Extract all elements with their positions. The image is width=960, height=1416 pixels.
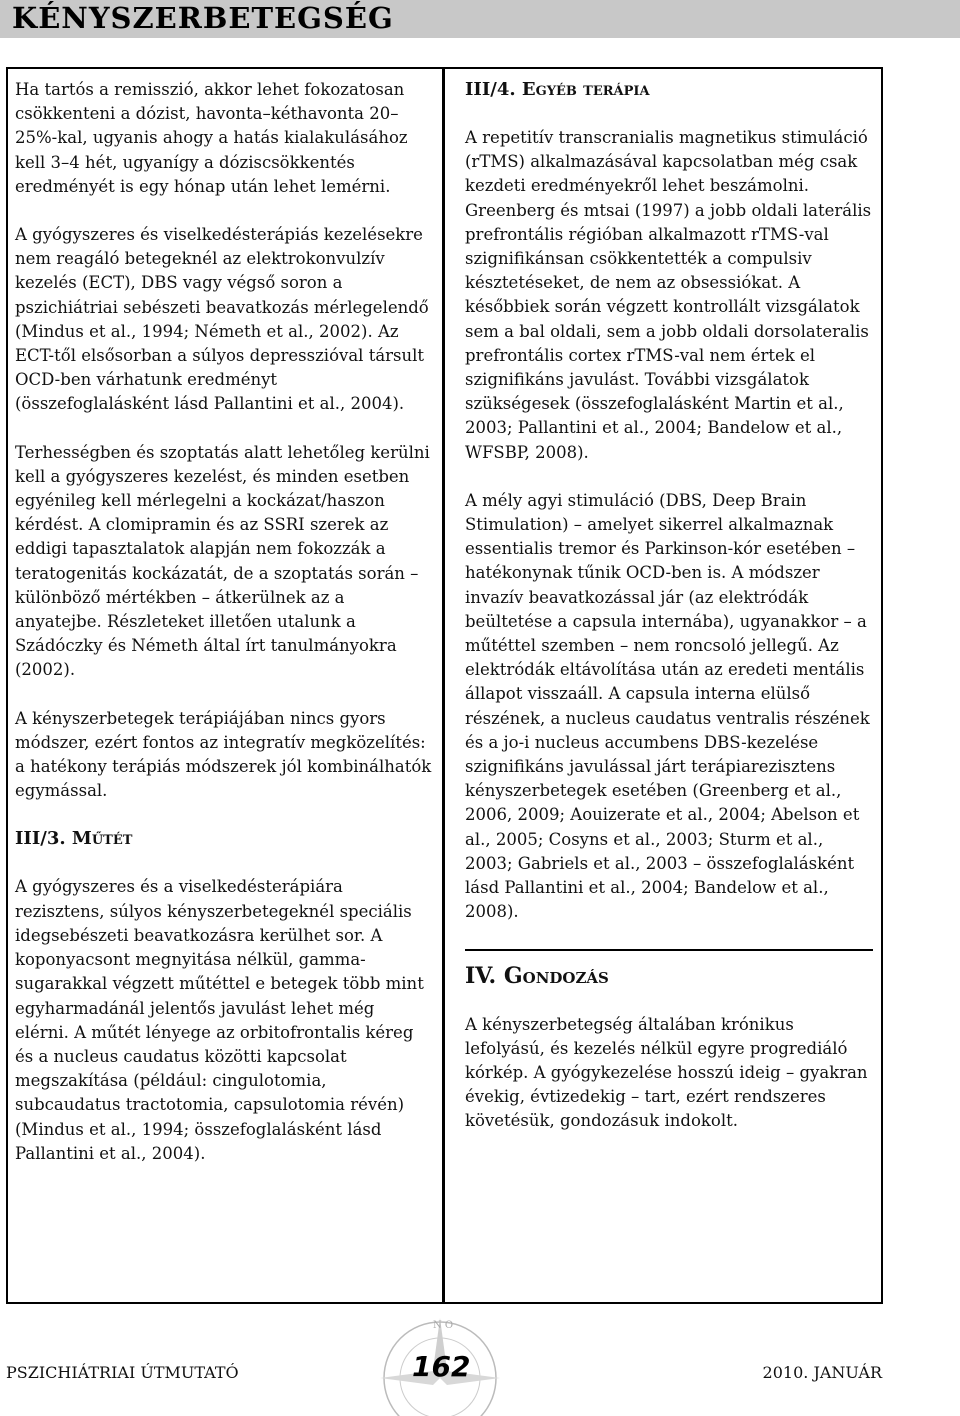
paragraph: Ha tartós a remisszió, akkor lehet fokozatosan csökkenteni a dózist, havonta–kéthavonta 20–25%-kal, ugyanis ahogy a hatás kialakulásához kell 3–4 hét, ugyanígy a dóziscsökkentés eredményét is egy hónap után lehet lemérni. [15, 80, 408, 196]
footer-publication: PSZICHIÁTRIAI ÚTMUTATÓ [6, 1363, 239, 1382]
horizontal-rule [465, 949, 873, 951]
section-heading-care: IV. Gondozás [465, 962, 609, 989]
paragraph: A gyógyszeres és viselkedésterápiás kezelésekre nem reagáló betegeknél az elektrokonvulzív kezelés (ECT), DBS vagy végső soron a pszichiátriai sebészeti beavatkozás mérlegelendő (Mindus et al., 1994; Németh et al., 2002). Az ECT-től elsősorban a súlyos depresszióval társult OCD-ben várhatunk eredményt (összefoglalásként lásd Pallantini et al., 2004). [15, 225, 429, 414]
footer-date: 2010. JANUÁR [762, 1363, 882, 1382]
paragraph: Terhességben és szoptatás alatt lehetőleg kerülni kell a gyógyszeres kezelést, és minden esetben egyénileg kell mérlegelni a kockázat/haszon kérdést. A clomipramin és az SSRI szerek az eddigi tapasztalatok alapján nem fokozzák a teratogenitás kockázatát, de a szoptatás során – különböző mértékben – átkerülnek az a anyatejbe. Részleteket illetően utalunk a Szádóczky és Németh által írt tanulmányokra (2002). [15, 442, 430, 680]
left-column [15, 78, 433, 1190]
paragraph: A repetitív transcranialis magnetikus stimuláció (rTMS) alkalmazásával kapcsolatban még csak kezdeti eredményekről lehet beszámolni. Greenberg és mtsai (1997) a jobb oldali laterális prefrontális régióban alkalmazott rTMS-val szignifikánsan csökkentették a compulsiv késztetéseket, de nem az obsessiókat. A későbbiek során végzett kontrollált vizsgálatok sem a bal oldali, sem a jobb oldali dorsolateralis prefrontális cortex rTMS-val nem értek el szignifikáns javulást. További vizsgálatok szükségesek (összefoglalásként Martin et al., 2003; Pallantini et al., 2004; Bandelow et al., WFSBP, 2008). [465, 128, 872, 462]
compass-letters: N O [433, 1320, 454, 1331]
section-heading-other-therapy: III/4. Egyéb terápia [465, 79, 650, 100]
paragraph: A mély agyi stimuláció (DBS, Deep Brain Stimulation) – amelyet sikerrel alkalmaznak essentialis tremor és Parkinson-kór esetében – hatékonynak tűnik OCD-ben is. A módszer invazív beavatkozással jár (az elektródák beültetése a capsula internába), ugyanakkor – a műtéttel szemben – nem roncsoló jellegű. Az elektródák eltávolítása után az eredeti mentális állapot visszaáll. A capsula interna elülső részének, a nucleus caudatus ventralis részének és a jo-i nucleus accumbens DBS-kezelése szignifikáns javulással járt terápiarezisztens kényszerbetegek esetében (Greenberg et al., 2006, 2009; Aouizerate et al., 2004; Abelson et al., 2005; Cosyns et al., 2003; Sturm et al., 2003; Gabriels et al., 2003 – összefoglalásként lásd Pallantini et al., 2004; Bandelow et al., 2008). [465, 490, 870, 922]
section-heading-surgery: III/3. Műtét [15, 828, 133, 850]
page-title: KÉNYSZERBETEGSÉG [12, 1, 394, 35]
page-header-band [0, 0, 960, 38]
right-column [465, 78, 875, 1158]
paragraph: A kényszerbetegség általában krónikus lefolyású, és kezelés nélkül egyre progrediáló kórkép. A gyógykezelése hosszú ideig – gyakran évekig, évtizedekig – tart, ezért rendszeres követésük, gondozásuk indokolt. [465, 1014, 868, 1131]
column-divider [442, 67, 445, 1304]
paragraph: A kényszerbetegek terápiájában nincs gyors módszer, ezért fontos az integratív megközelítés: a hatékony terápiás módszerek jól kombinálhatók egymással. [15, 708, 432, 801]
paragraph: A gyógyszeres és a viselkedésterápiára rezisztens, súlyos kényszerbetegeknél speciális idegsebészeti beavatkozásra kerülhet sor. A koponyacsont megnyitása nélkül, gamma-sugarakkal végzett műtéttel e betegek több mint egyharmadánál jelentős javulást lehet még elérni. A műtét lényege az orbitofrontalis kéreg és a nucleus caudatus közötti kapcsolat megszakítása (például: cingulotomia, subcaudatus tractotomia, capsulotomia révén) (Mindus et al., 1994; összefoglalásként lásd Pallantini et al., 2004). [15, 877, 424, 1163]
page-number: 162 [412, 1350, 471, 1383]
